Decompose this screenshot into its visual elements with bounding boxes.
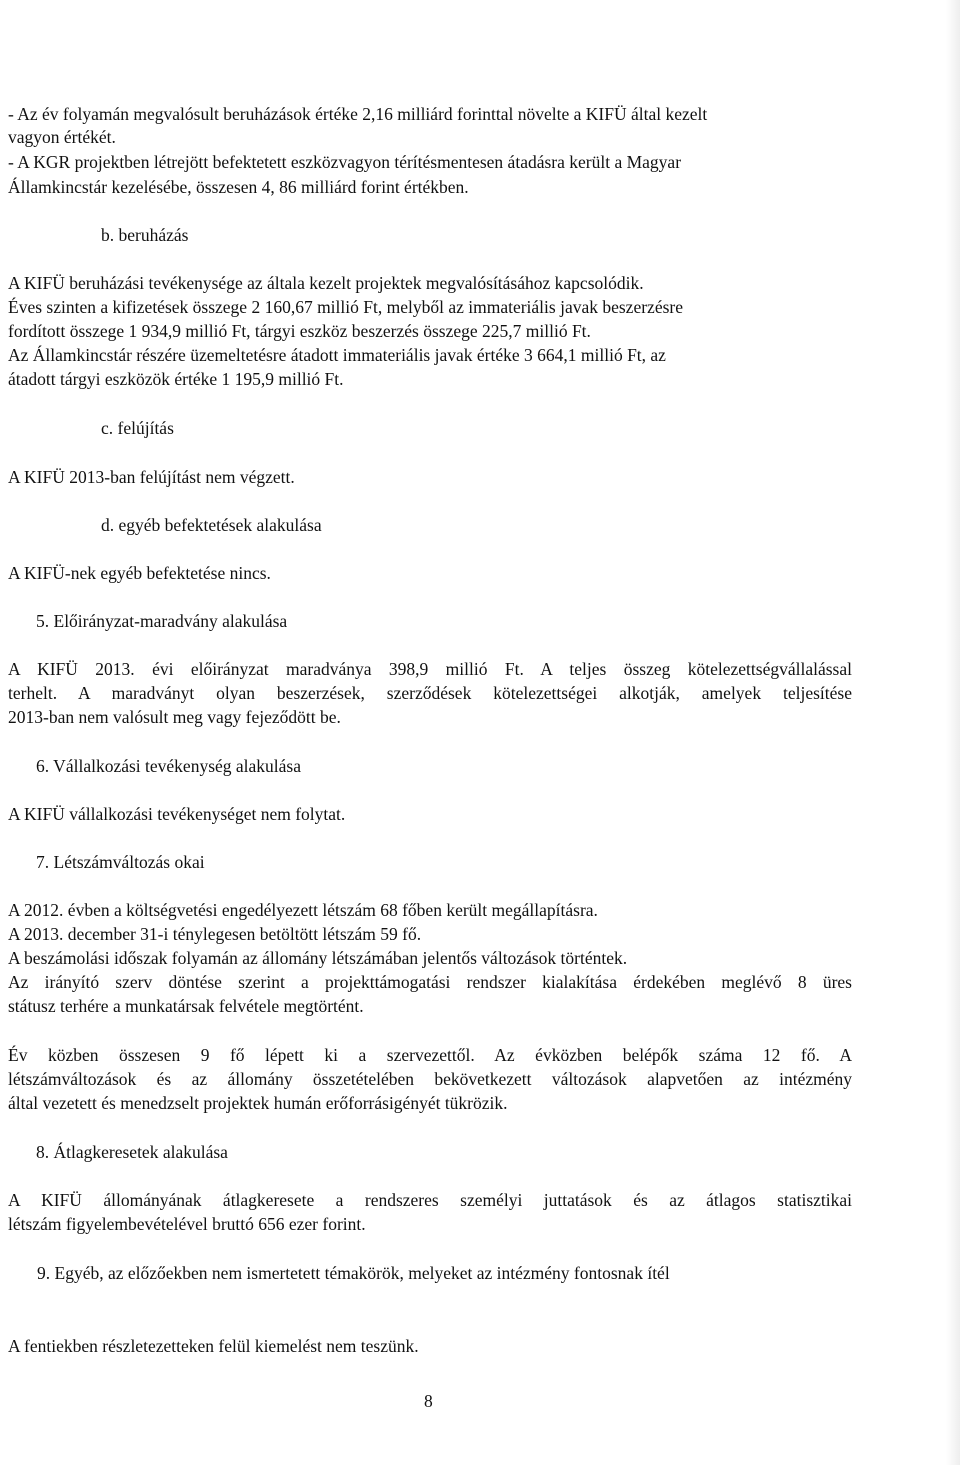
text-line: Államkincstár kezelésébe, összesen 4, 86 milliárd forint értékben.: [8, 177, 469, 197]
text-line: Éves szinten a kifizetések összege 2 160,67 millió Ft, melyből az immateriális javak beszerzésre: [8, 297, 683, 317]
text-line: Az irányító szerv döntése szerint a projekttámogatási rendszer kialakítása érdekében meglévő 8 üres: [8, 972, 852, 992]
text-line: létszám figyelembevételével bruttó 656 ezer forint.: [8, 1214, 366, 1234]
text-line: státusz terhére a munkatársak felvétele megtörtént.: [8, 996, 364, 1016]
text-line: Év közben összesen 9 fő lépett ki a szervezettől. Az évközben belépők száma 12 fő. A: [8, 1045, 852, 1065]
text-line: A KIFÜ beruházási tevékenysége az általa kezelt projektek megvalósításához kapcsolódik.: [8, 273, 644, 293]
section-heading: 8. Átlagkeresetek alakulása: [36, 1142, 228, 1162]
text-line: terhelt. A maradványt olyan beszerzések, szerződések kötelezettségei alkotják, amelyek teljesítése: [8, 683, 852, 703]
text-line: A KIFÜ állományának átlagkeresete a rendszeres személyi juttatások és az átlagos statisztikai: [8, 1190, 852, 1210]
text-line: A 2013. december 31-i ténylegesen betöltött létszám 59 fő.: [8, 924, 422, 944]
section-heading: 7. Létszámváltozás okai: [36, 852, 205, 872]
text-line: vagyon értékét.: [8, 127, 116, 147]
text-line: 2013-ban nem valósult meg vagy fejeződött be.: [8, 707, 341, 727]
text-line: fordított összege 1 934,9 millió Ft, tárgyi eszköz beszerzés összege 225,7 millió Ft.: [8, 321, 591, 341]
text-line: Az Államkincstár részére üzemeltetésre átadott immateriális javak értéke 3 664,1 millió Ft, az: [8, 345, 666, 365]
text-line: A KIFÜ vállalkozási tevékenységet nem folytat.: [8, 804, 346, 824]
text-line: létszámváltozások és az állomány összetételében bekövetkezett változások alapvetően az intézmény: [8, 1069, 852, 1089]
section-heading: 9. Egyéb, az előzőekben nem ismertetett témakörök, melyeket az intézmény fontosnak ítél: [37, 1263, 670, 1283]
section-heading: 6. Vállalkozási tevékenység alakulása: [36, 756, 301, 776]
text-line: - Az év folyamán megvalósult beruházások értéke 2,16 milliárd forinttal növelte a KIFÜ által kezelt: [8, 104, 708, 124]
text-line: A KIFÜ 2013-ban felújítást nem végzett.: [8, 467, 295, 487]
text-line: A beszámolási időszak folyamán az állomány létszámában jelentős változások történtek.: [8, 948, 628, 968]
section-heading: 5. Előirányzat-maradvány alakulása: [36, 611, 288, 631]
section-heading: b. beruházás: [101, 225, 189, 245]
page-number: 8: [424, 1391, 433, 1411]
section-heading: c. felújítás: [101, 418, 174, 438]
text-line: által vezetett és menedzselt projektek humán erőforrásigényét tükrözik.: [8, 1093, 508, 1113]
text-line: - A KGR projektben létrejött befektetett eszközvagyon térítésmentesen átadásra került a Magyar: [8, 152, 682, 172]
text-line: A fentiekben részletezetteken felül kiemelést nem teszünk.: [8, 1336, 419, 1356]
text-line: átadott tárgyi eszközök értéke 1 195,9 millió Ft.: [8, 369, 344, 389]
page-edge-shadow: [946, 0, 960, 1465]
text-line: A KIFÜ-nek egyéb befektetése nincs.: [8, 563, 271, 583]
section-heading: d. egyéb befektetések alakulása: [101, 515, 322, 535]
text-line: A 2012. évben a költségvetési engedélyezett létszám 68 főben került megállapításra.: [8, 900, 598, 920]
text-line: A KIFÜ 2013. évi előirányzat maradványa 398,9 millió Ft. A teljes összeg kötelezettségvállalással: [8, 659, 852, 679]
